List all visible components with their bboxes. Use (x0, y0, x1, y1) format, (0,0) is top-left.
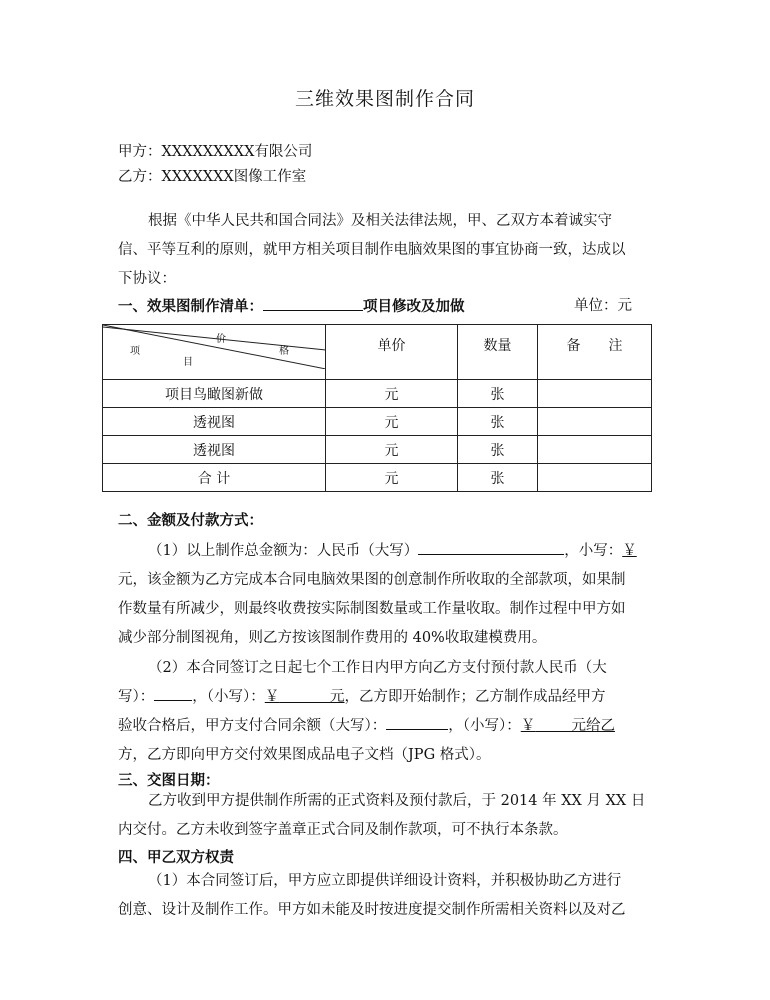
payment-line: 减少部分制图视角，则乙方按该图制作费用的 40%收取建模费用。 (118, 630, 547, 646)
row-qty: 张 (458, 380, 538, 408)
row-item: 透视图 (103, 436, 326, 464)
text-fragment: 验收合格后，甲方支付合同余额（大写）： (118, 718, 387, 734)
row-price: 元 (326, 436, 458, 464)
intro-line: 根据《中华人民共和国合同法》及相关法律法规，甲、乙双方本着诚实守 (148, 213, 612, 229)
yuan-label: 元 (330, 689, 345, 705)
text-fragment: ，（小写）： (192, 689, 265, 705)
diag-char: 价 (216, 334, 226, 345)
row-note (538, 436, 652, 464)
payment-paragraph-1 (118, 537, 658, 653)
diagonal-header-cell (103, 325, 326, 380)
rights-line: 创意、设计及制作工作。甲方如未能及时按进度提交制作所需相关资料以及对乙 (118, 902, 626, 918)
section1-suffix: 项目修改及加做 (363, 298, 465, 315)
rights-paragraph (118, 867, 658, 925)
yen-sign: ￥ (264, 689, 280, 705)
price-table (102, 324, 652, 492)
row-price: 元 (326, 408, 458, 436)
section1-heading: 一、效果图制作清单： (118, 298, 263, 315)
table-header-row (103, 325, 652, 380)
row-note (538, 464, 652, 492)
delivery-paragraph (118, 787, 658, 845)
row-note (538, 408, 652, 436)
diag-char: 格 (279, 346, 289, 357)
text-fragment: ，（小写）： (448, 718, 521, 734)
diag-char: 项 (130, 346, 140, 357)
intro-paragraph (118, 207, 658, 294)
row-qty: 张 (458, 464, 538, 492)
intro-line: 下协议： (118, 271, 176, 287)
section4-heading: 四、甲乙双方权责 (118, 849, 234, 866)
text-fragment: 写）： (118, 689, 155, 705)
party-b: 乙方：XXXXXXX图像工作室 (118, 169, 307, 185)
yen-sign: ￥ (520, 718, 536, 734)
advance-amount-underlined (265, 689, 345, 705)
table-row (103, 408, 652, 436)
party-a: 甲方：XXXXXXXXX有限公司 (118, 144, 313, 160)
table-row (103, 380, 652, 408)
payment-line: 作数量有所减少，则最终收费按实际制图数量或工作量收取。制作过程中甲方如 (118, 601, 626, 617)
row-note (538, 380, 652, 408)
row-qty: 张 (458, 408, 538, 436)
yen-sign: ￥ (622, 543, 637, 559)
payment-paragraph-2 (118, 654, 658, 770)
row-qty: 张 (458, 436, 538, 464)
contract-title: 三维效果图制作合同 (294, 88, 475, 110)
delivery-line: 内交付。乙方未收到签字盖章正式合同及制作款项，可不执行本条款。 (118, 822, 568, 838)
row-price: 元 (326, 464, 458, 492)
table-row (103, 464, 652, 492)
payment-line: （2）本合同签订之日起七个工作日内甲方向乙方支付预付款人民币（大 (148, 660, 607, 676)
unit-label: 单位：元 (574, 298, 632, 314)
text-fragment: ，乙方即开始制作；乙方制作成品经甲方 (344, 689, 606, 705)
payment-line: 方，乙方即向甲方交付效果图成品电子文档（JPG 格式）。 (118, 747, 491, 763)
section3-heading: 三、交图日期： (118, 772, 220, 789)
project-name-blank (263, 296, 363, 311)
header-remarks: 备 注 (538, 325, 652, 380)
table-row (103, 436, 652, 464)
intro-line: 信、平等互利的原则，就甲方相关项目制作电脑效果图的事宜协商一致，达成以 (118, 242, 626, 258)
total-amount-label: （1）以上制作总金额为：人民币（大写） (148, 543, 419, 559)
rights-line: （1）本合同签订后，甲方应立即提供详细设计资料，并积极协助乙方进行 (148, 873, 622, 889)
payment-line (118, 712, 658, 741)
lowercase-label: ，小写： (564, 543, 623, 559)
row-item: 项目鸟瞰图新做 (103, 380, 326, 408)
payment-line: 元，该金额为乙方完成本合同电脑效果图的创意制作所收取的全部款项，如果制 (118, 572, 626, 588)
row-item: 透视图 (103, 408, 326, 436)
diag-char: 目 (183, 357, 193, 368)
row-price: 元 (326, 380, 458, 408)
delivery-line: 乙方收到甲方提供制作所需的正式资料及预付款后，于 2014 年 XX 月 XX 日 (148, 793, 646, 809)
payment-line (118, 537, 658, 566)
balance-words-blank (386, 715, 448, 730)
yuan-label: 元给乙 (571, 718, 615, 734)
advance-words-blank (154, 686, 192, 701)
header-unit-price: 单价 (326, 325, 458, 380)
row-item: 合 计 (103, 464, 326, 492)
total-amount-words-blank (418, 540, 564, 555)
section1-heading-row (118, 296, 465, 317)
balance-amount-underlined (521, 718, 615, 734)
section2-heading: 二、金额及付款方式： (118, 512, 263, 529)
header-quantity: 数量 (458, 325, 538, 380)
payment-line (118, 683, 658, 712)
